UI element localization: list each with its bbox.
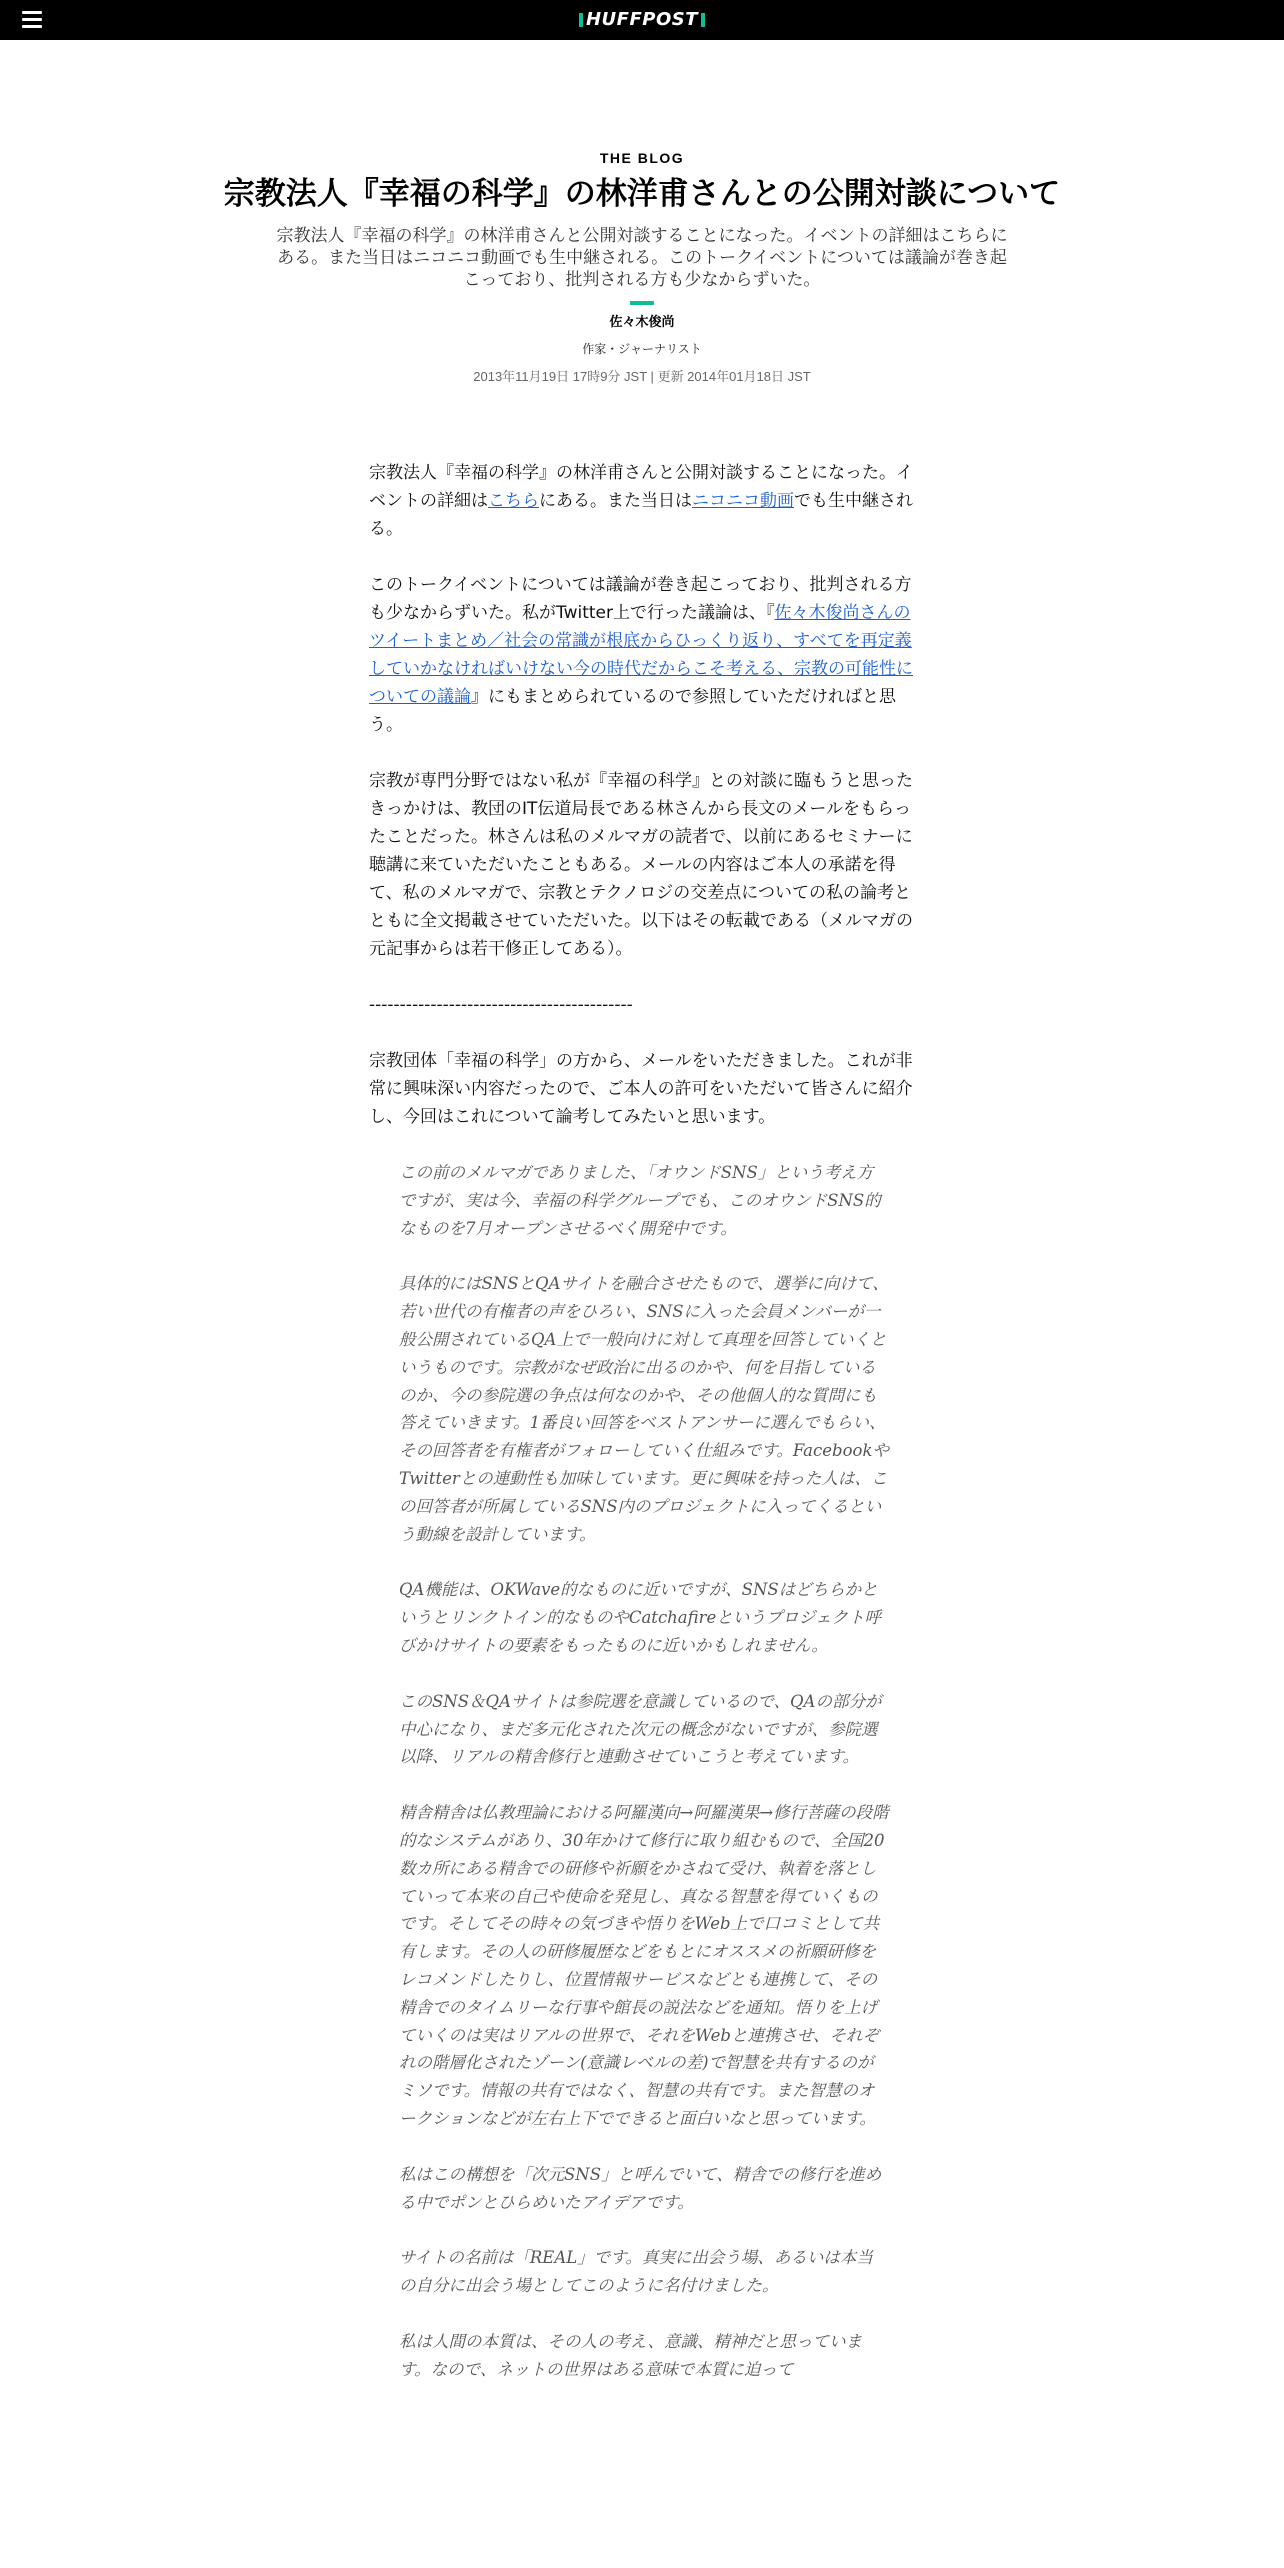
updated-time: 更新 2014年01月18日 JST: [657, 369, 811, 384]
article-body: [369, 459, 914, 2411]
top-navigation-bar: [0, 0, 1284, 40]
published-time: 2013年11月19日 17時9分 JST: [473, 369, 647, 384]
text: このトークイベントについては議論が巻き起こっており、批判される方も少なからずいた。私がTwitter上で行った議論は、『: [369, 575, 912, 623]
site-logo-wrapper: [0, 9, 1284, 31]
author-name[interactable]: 佐々木俊尚: [609, 315, 675, 330]
author-title: 作家・ジャーナリスト: [582, 342, 702, 356]
quote-paragraph: この前のメルマガでありました、「オウンドSNS」という考え方ですが、実は今、幸福の科学グループでも、このオウンドSNS的なものを7月オープンさせるべく開発中です。: [399, 1163, 881, 1238]
quote-paragraph: サイトの名前は「REAL」です。真実に出会う場、あるいは本当の自分に出会う場としてこのように名付けました。: [399, 2248, 873, 2296]
paragraph-2: [369, 571, 914, 739]
text: 宗教法人『幸福の科学』の林洋甫さんと公開対談することになった。イベントの詳細は: [369, 463, 913, 511]
separator-line: -------------------------------------------: [369, 995, 633, 1015]
huffpost-logo[interactable]: [579, 9, 705, 30]
event-details-link[interactable]: こちら: [488, 491, 539, 511]
quote-paragraph: 具体的にはSNSとQAサイトを融合させたもので、選挙に向けて、若い世代の有権者の声をひろい、SNSに入った会員メンバーが一般公開されているQA上で一般向けに対して真理を回答していくというものです。宗教がなぜ政治に出るのかや、何を目指しているのか、今の参院選の争点は何なのかや、その他個人的な質問にも答えていきます。1番良い回答をベストアンサーに選んでもらい、その回答者を有権者がフォローしていく仕組みです。FacebookやTwitterとの連動性も加味しています。更に興味を持った人は、この回答者が所属しているSNS内のプロジェクトに入ってくるという動線を設計しています。: [399, 1274, 889, 1544]
article-dek: 宗教法人『幸福の科学』の林洋甫さんと公開対談することになった。イベントの詳細はこちらにある。また当日はニコニコ動画でも生中継される。このトークイベントについては議論が巻き起こっており、批判される方も少なからずいた。: [276, 226, 1008, 290]
paragraph-3: 宗教が専門分野ではない私が『幸福の科学』との対談に臨もうと思ったきっかけは、教団のIT伝道局長である林さんから長文のメールをもらったことだった。林さんは私のメルマガの読者で、以前にあるセミナーに聴講に来ていただいたこともある。メールの内容はご本人の承諾を得て、私のメルマガで、宗教とテクノロジの交差点についての私の論考とともに全文掲載させていただいた。以下はその転載である（メルマガの元記事からは若干修正してある）。: [369, 771, 913, 959]
text: でも生中継される。: [369, 491, 913, 539]
quote-paragraph: 私はこの構想を「次元SNS」と呼んでいて、精舎での修行を進める中でポンとひらめいたアイデアです。: [399, 2164, 882, 2212]
email-quote: [399, 1159, 889, 2383]
paragraph-1: [369, 459, 914, 543]
hamburger-menu-icon[interactable]: [22, 11, 42, 29]
logo-text: HUFFPOST: [585, 9, 698, 30]
text: にある。また当日は: [539, 491, 692, 511]
timestamp: [0, 369, 1284, 385]
text: 』にもまとめられているので参照していただければと思う。: [369, 687, 896, 735]
section-kicker[interactable]: THE BLOG: [599, 150, 685, 166]
logo-right-bar: [701, 13, 705, 27]
article-header: [0, 150, 1284, 385]
header-divider: [630, 301, 654, 305]
quote-paragraph: QA機能は、OKWave的なものに近いですが、SNSはどちらかというとリンクトイン的なものやCatchafireというプロジェクト呼びかけサイトの要素をもったものに近いかもしれません。: [399, 1580, 881, 1655]
timestamp-separator: |: [650, 369, 654, 384]
tweet-summary-link[interactable]: 佐々木俊尚さんのツイートまとめ／社会の常識が根底からひっくり返り、すべてを再定義していかなければいけない今の時代だからこそ考える、宗教の可能性についての議論: [369, 603, 913, 707]
quote-paragraph: このSNS＆QAサイトは参院選を意識しているので、QAの部分が中心になり、まだ多元化された次元の概念がないですが、参院選以降、リアルの精舎修行と連動させていこうと考えています。: [399, 1691, 882, 1767]
quote-paragraph: 私は人間の本質は、その人の考え、意識、精神だと思っています。なので、ネットの世界はある意味で本質に迫って: [399, 2331, 862, 2379]
quote-paragraph: 精舎精舎は仏教理論における阿羅漢向→阿羅漢果→修行菩薩の段階的なシステムがあり、30年かけて修行に取り組むもので、全国20数カ所にある精舎での研修や祈願をかさねて受け、執着を落としていって本来の自己や使命を発見し、真なる智慧を得ていくものです。そしてその時々の気づきや悟りをWeb上で口コミとして共有します。その人の研修履歴などをもとにオススメの祈願研修をレコメンドしたりし、位置情報サービスなどとも連携して、その精舎でのタイムリーな行事や館長の説法などを通知。悟りを上げていくのは実はリアルの世界で、それをWebと連携させ、それぞれの階層化されたゾーン(意識レベルの差)で智慧を共有するのがミソです。情報の共有ではなく、智慧の共有です。また智慧のオークションなどが左右上下でできると面白いなと思っています。: [399, 1803, 889, 2128]
niconico-link[interactable]: ニコニコ動画: [692, 491, 794, 511]
article-title: 宗教法人『幸福の科学』の林洋甫さんとの公開対談について: [223, 176, 1061, 212]
paragraph-4: 宗教団体「幸福の科学」の方から、メールをいただきました。これが非常に興味深い内容だったので、ご本人の許可をいただいて皆さんに紹介し、今回はこれについて論考してみたいと思います。: [369, 1051, 913, 1127]
